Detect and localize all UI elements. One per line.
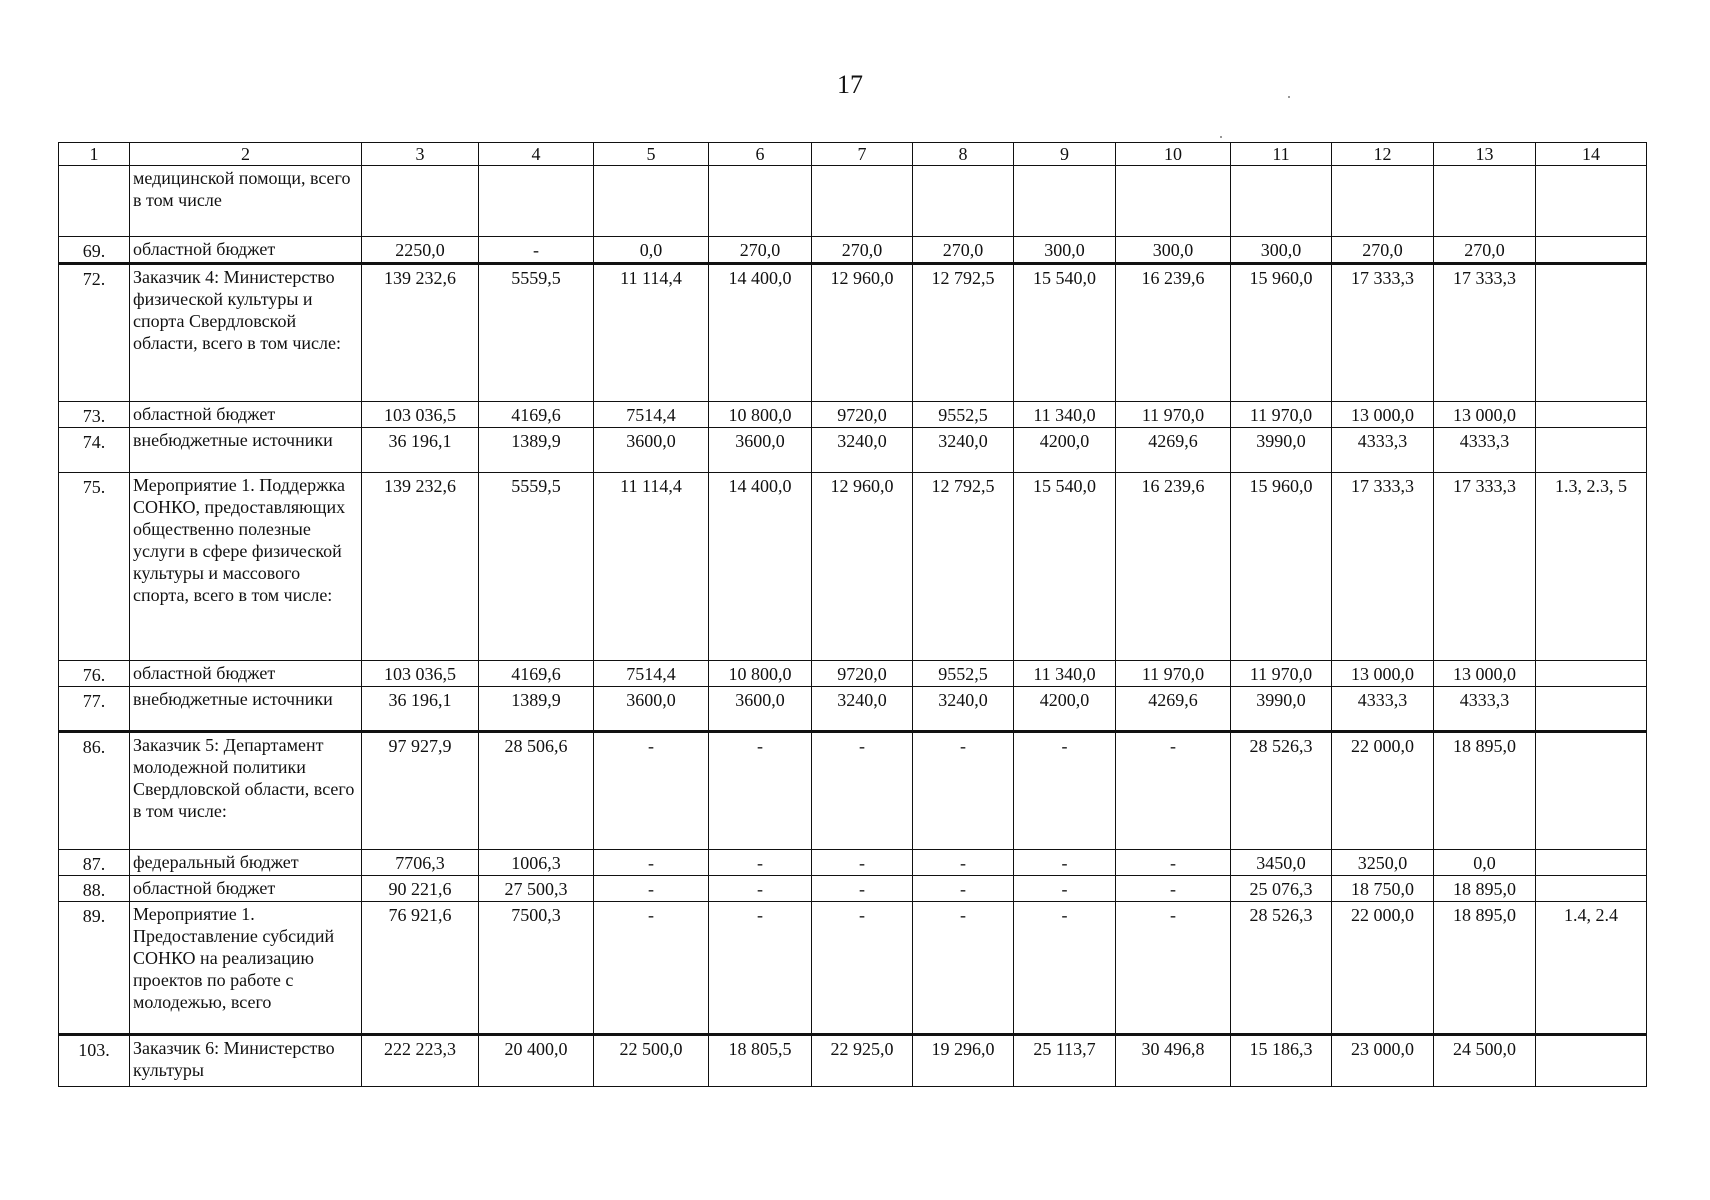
value-cell: 5559,5	[479, 264, 594, 402]
value-cell: -	[812, 876, 913, 902]
value-cell: 17 333,3	[1332, 473, 1434, 661]
value-cell	[362, 166, 479, 237]
value-cell	[594, 166, 709, 237]
value-cell: 22 925,0	[812, 1035, 913, 1087]
budget-table	[58, 142, 1647, 1087]
table-row	[59, 166, 1647, 237]
reference-cell	[1536, 166, 1647, 237]
value-cell: 9720,0	[812, 402, 913, 428]
value-cell: 0,0	[594, 237, 709, 264]
value-cell: 22 000,0	[1332, 732, 1434, 850]
row-name: областной бюджет	[130, 237, 362, 264]
value-cell: -	[913, 850, 1014, 876]
column-header-11: 11	[1231, 143, 1332, 166]
value-cell: 13 000,0	[1434, 661, 1536, 687]
value-cell: -	[812, 732, 913, 850]
table-row	[59, 902, 1647, 1035]
value-cell: 7514,4	[594, 661, 709, 687]
value-cell: 24 500,0	[1434, 1035, 1536, 1087]
value-cell	[1434, 166, 1536, 237]
value-cell: 9720,0	[812, 661, 913, 687]
value-cell: 3240,0	[812, 687, 913, 732]
value-cell: 103 036,5	[362, 402, 479, 428]
row-name: Мероприятие 1. Предоставление субсидий СОНКО на реализацию проектов по работе с молодежью, всего	[130, 902, 362, 1035]
value-cell	[1116, 166, 1231, 237]
value-cell: 15 540,0	[1014, 473, 1116, 661]
value-cell: -	[1014, 876, 1116, 902]
value-cell: -	[709, 732, 812, 850]
row-number: 73.	[59, 402, 130, 428]
value-cell: 1006,3	[479, 850, 594, 876]
value-cell: -	[594, 902, 709, 1035]
value-cell: 97 927,9	[362, 732, 479, 850]
row-name: областной бюджет	[130, 402, 362, 428]
value-cell: 3240,0	[913, 687, 1014, 732]
value-cell: 14 400,0	[709, 473, 812, 661]
value-cell: 4333,3	[1332, 428, 1434, 473]
value-cell	[479, 166, 594, 237]
reference-cell	[1536, 402, 1647, 428]
row-name: Заказчик 5: Департамент молодежной политики Свердловской области, всего в том числе:	[130, 732, 362, 850]
row-number	[59, 166, 130, 237]
value-cell: 16 239,6	[1116, 264, 1231, 402]
column-header-6: 6	[709, 143, 812, 166]
value-cell: 9552,5	[913, 661, 1014, 687]
value-cell: 18 895,0	[1434, 902, 1536, 1035]
column-header-1: 1	[59, 143, 130, 166]
value-cell: -	[913, 732, 1014, 850]
row-name: федеральный бюджет	[130, 850, 362, 876]
row-number: 75.	[59, 473, 130, 661]
value-cell: 36 196,1	[362, 428, 479, 473]
table-row	[59, 876, 1647, 902]
value-cell: 11 114,4	[594, 264, 709, 402]
row-number: 77.	[59, 687, 130, 732]
value-cell: 25 076,3	[1231, 876, 1332, 902]
table-row	[59, 661, 1647, 687]
value-cell: 16 239,6	[1116, 473, 1231, 661]
value-cell	[812, 166, 913, 237]
value-cell: 13 000,0	[1332, 402, 1434, 428]
column-header-9: 9	[1014, 143, 1116, 166]
value-cell: -	[913, 876, 1014, 902]
value-cell: 28 526,3	[1231, 732, 1332, 850]
value-cell: 11 114,4	[594, 473, 709, 661]
value-cell: 139 232,6	[362, 473, 479, 661]
row-number: 76.	[59, 661, 130, 687]
row-name: внебюджетные источники	[130, 687, 362, 732]
value-cell	[1231, 166, 1332, 237]
column-header-10: 10	[1116, 143, 1231, 166]
value-cell: 11 970,0	[1116, 661, 1231, 687]
value-cell: 0,0	[1434, 850, 1536, 876]
reference-cell	[1536, 1035, 1647, 1087]
value-cell: 3250,0	[1332, 850, 1434, 876]
value-cell: 13 000,0	[1434, 402, 1536, 428]
value-cell: -	[1014, 902, 1116, 1035]
value-cell: 28 526,3	[1231, 902, 1332, 1035]
value-cell: 7500,3	[479, 902, 594, 1035]
value-cell: 30 496,8	[1116, 1035, 1231, 1087]
value-cell: 4200,0	[1014, 687, 1116, 732]
value-cell: -	[913, 902, 1014, 1035]
value-cell: 4333,3	[1332, 687, 1434, 732]
value-cell: 222 223,3	[362, 1035, 479, 1087]
value-cell: 4269,6	[1116, 428, 1231, 473]
scan-speck	[1288, 96, 1290, 98]
value-cell: -	[709, 850, 812, 876]
row-number: 72.	[59, 264, 130, 402]
value-cell: -	[1116, 902, 1231, 1035]
row-number: 87.	[59, 850, 130, 876]
value-cell: 17 333,3	[1434, 264, 1536, 402]
table-row	[59, 732, 1647, 850]
value-cell: 13 000,0	[1332, 661, 1434, 687]
row-name: областной бюджет	[130, 876, 362, 902]
value-cell: 7706,3	[362, 850, 479, 876]
value-cell: 76 921,6	[362, 902, 479, 1035]
header-row	[59, 143, 1647, 166]
value-cell: 22 500,0	[594, 1035, 709, 1087]
value-cell: 3240,0	[913, 428, 1014, 473]
row-number: 69.	[59, 237, 130, 264]
value-cell: 10 800,0	[709, 661, 812, 687]
page-number: 17	[837, 70, 863, 99]
value-cell: 4333,3	[1434, 428, 1536, 473]
table-row	[59, 850, 1647, 876]
value-cell: 3600,0	[594, 687, 709, 732]
value-cell: 15 960,0	[1231, 473, 1332, 661]
table-row	[59, 402, 1647, 428]
value-cell: 1389,9	[479, 687, 594, 732]
value-cell: 270,0	[812, 237, 913, 264]
value-cell: 18 805,5	[709, 1035, 812, 1087]
value-cell: 4269,6	[1116, 687, 1231, 732]
value-cell: 11 340,0	[1014, 661, 1116, 687]
value-cell: 4200,0	[1014, 428, 1116, 473]
value-cell: 27 500,3	[479, 876, 594, 902]
value-cell: 12 960,0	[812, 264, 913, 402]
value-cell: 2250,0	[362, 237, 479, 264]
row-name: областной бюджет	[130, 661, 362, 687]
value-cell: 3600,0	[594, 428, 709, 473]
value-cell: 139 232,6	[362, 264, 479, 402]
value-cell: -	[1116, 876, 1231, 902]
column-header-2: 2	[130, 143, 362, 166]
column-header-4: 4	[479, 143, 594, 166]
value-cell: -	[709, 876, 812, 902]
value-cell: 270,0	[913, 237, 1014, 264]
table-row	[59, 237, 1647, 264]
column-header-8: 8	[913, 143, 1014, 166]
value-cell: 270,0	[1332, 237, 1434, 264]
value-cell: 20 400,0	[479, 1035, 594, 1087]
value-cell: 90 221,6	[362, 876, 479, 902]
value-cell: 11 970,0	[1231, 661, 1332, 687]
row-name: Заказчик 6: Министерство культуры	[130, 1035, 362, 1087]
value-cell: -	[1014, 732, 1116, 850]
value-cell: 270,0	[1434, 237, 1536, 264]
value-cell: 4333,3	[1434, 687, 1536, 732]
value-cell: 10 800,0	[709, 402, 812, 428]
scan-speck	[1220, 136, 1222, 138]
value-cell: -	[479, 237, 594, 264]
value-cell: 270,0	[709, 237, 812, 264]
value-cell: 12 792,5	[913, 473, 1014, 661]
value-cell: 3450,0	[1231, 850, 1332, 876]
value-cell: 300,0	[1116, 237, 1231, 264]
row-number: 89.	[59, 902, 130, 1035]
value-cell: 28 506,6	[479, 732, 594, 850]
reference-cell	[1536, 732, 1647, 850]
value-cell: 23 000,0	[1332, 1035, 1434, 1087]
row-number: 88.	[59, 876, 130, 902]
column-header-13: 13	[1434, 143, 1536, 166]
reference-cell: 1.3, 2.3, 5	[1536, 473, 1647, 661]
value-cell: 17 333,3	[1434, 473, 1536, 661]
value-cell: 1389,9	[479, 428, 594, 473]
reference-cell	[1536, 850, 1647, 876]
value-cell: -	[812, 902, 913, 1035]
value-cell: -	[594, 876, 709, 902]
reference-cell	[1536, 661, 1647, 687]
table-row	[59, 1035, 1647, 1087]
value-cell: -	[1116, 732, 1231, 850]
reference-cell	[1536, 428, 1647, 473]
row-number: 74.	[59, 428, 130, 473]
value-cell: 18 750,0	[1332, 876, 1434, 902]
value-cell: 103 036,5	[362, 661, 479, 687]
column-header-3: 3	[362, 143, 479, 166]
value-cell: 19 296,0	[913, 1035, 1014, 1087]
value-cell: 7514,4	[594, 402, 709, 428]
value-cell: 11 970,0	[1231, 402, 1332, 428]
value-cell: 25 113,7	[1014, 1035, 1116, 1087]
reference-cell	[1536, 237, 1647, 264]
value-cell: 15 960,0	[1231, 264, 1332, 402]
column-header-12: 12	[1332, 143, 1434, 166]
table-row	[59, 687, 1647, 732]
value-cell: 5559,5	[479, 473, 594, 661]
value-cell: 15 186,3	[1231, 1035, 1332, 1087]
value-cell: -	[1116, 850, 1231, 876]
value-cell: 3990,0	[1231, 687, 1332, 732]
reference-cell	[1536, 876, 1647, 902]
reference-cell: 1.4, 2.4	[1536, 902, 1647, 1035]
value-cell: 12 792,5	[913, 264, 1014, 402]
value-cell: 17 333,3	[1332, 264, 1434, 402]
reference-cell	[1536, 687, 1647, 732]
row-name: медицинской помощи, всего в том числе	[130, 166, 362, 237]
column-header-7: 7	[812, 143, 913, 166]
row-name: внебюджетные источники	[130, 428, 362, 473]
value-cell: -	[1014, 850, 1116, 876]
value-cell: 300,0	[1231, 237, 1332, 264]
value-cell	[709, 166, 812, 237]
value-cell: 3600,0	[709, 428, 812, 473]
table-row	[59, 428, 1647, 473]
value-cell	[913, 166, 1014, 237]
table-row	[59, 473, 1647, 661]
value-cell: 15 540,0	[1014, 264, 1116, 402]
row-number: 86.	[59, 732, 130, 850]
table-row	[59, 264, 1647, 402]
value-cell: 22 000,0	[1332, 902, 1434, 1035]
column-header-14: 14	[1536, 143, 1647, 166]
value-cell: 3600,0	[709, 687, 812, 732]
value-cell: 3240,0	[812, 428, 913, 473]
value-cell: 3990,0	[1231, 428, 1332, 473]
value-cell	[1332, 166, 1434, 237]
row-name: Мероприятие 1. Поддержка СОНКО, предоставляющих общественно полезные услуги в сфере физической культуры и массового спорта, всего в том числе:	[130, 473, 362, 661]
value-cell: 18 895,0	[1434, 732, 1536, 850]
row-number: 103.	[59, 1035, 130, 1087]
value-cell: 18 895,0	[1434, 876, 1536, 902]
row-name: Заказчик 4: Министерство физической культуры и спорта Свердловской области, всего в том числе:	[130, 264, 362, 402]
value-cell: 36 196,1	[362, 687, 479, 732]
value-cell: 300,0	[1014, 237, 1116, 264]
column-header-5: 5	[594, 143, 709, 166]
value-cell: 14 400,0	[709, 264, 812, 402]
value-cell: -	[594, 732, 709, 850]
value-cell: 11 970,0	[1116, 402, 1231, 428]
value-cell	[1014, 166, 1116, 237]
value-cell: -	[812, 850, 913, 876]
reference-cell	[1536, 264, 1647, 402]
value-cell: 12 960,0	[812, 473, 913, 661]
value-cell: 4169,6	[479, 402, 594, 428]
value-cell: -	[594, 850, 709, 876]
value-cell: 4169,6	[479, 661, 594, 687]
value-cell: -	[709, 902, 812, 1035]
value-cell: 11 340,0	[1014, 402, 1116, 428]
value-cell: 9552,5	[913, 402, 1014, 428]
